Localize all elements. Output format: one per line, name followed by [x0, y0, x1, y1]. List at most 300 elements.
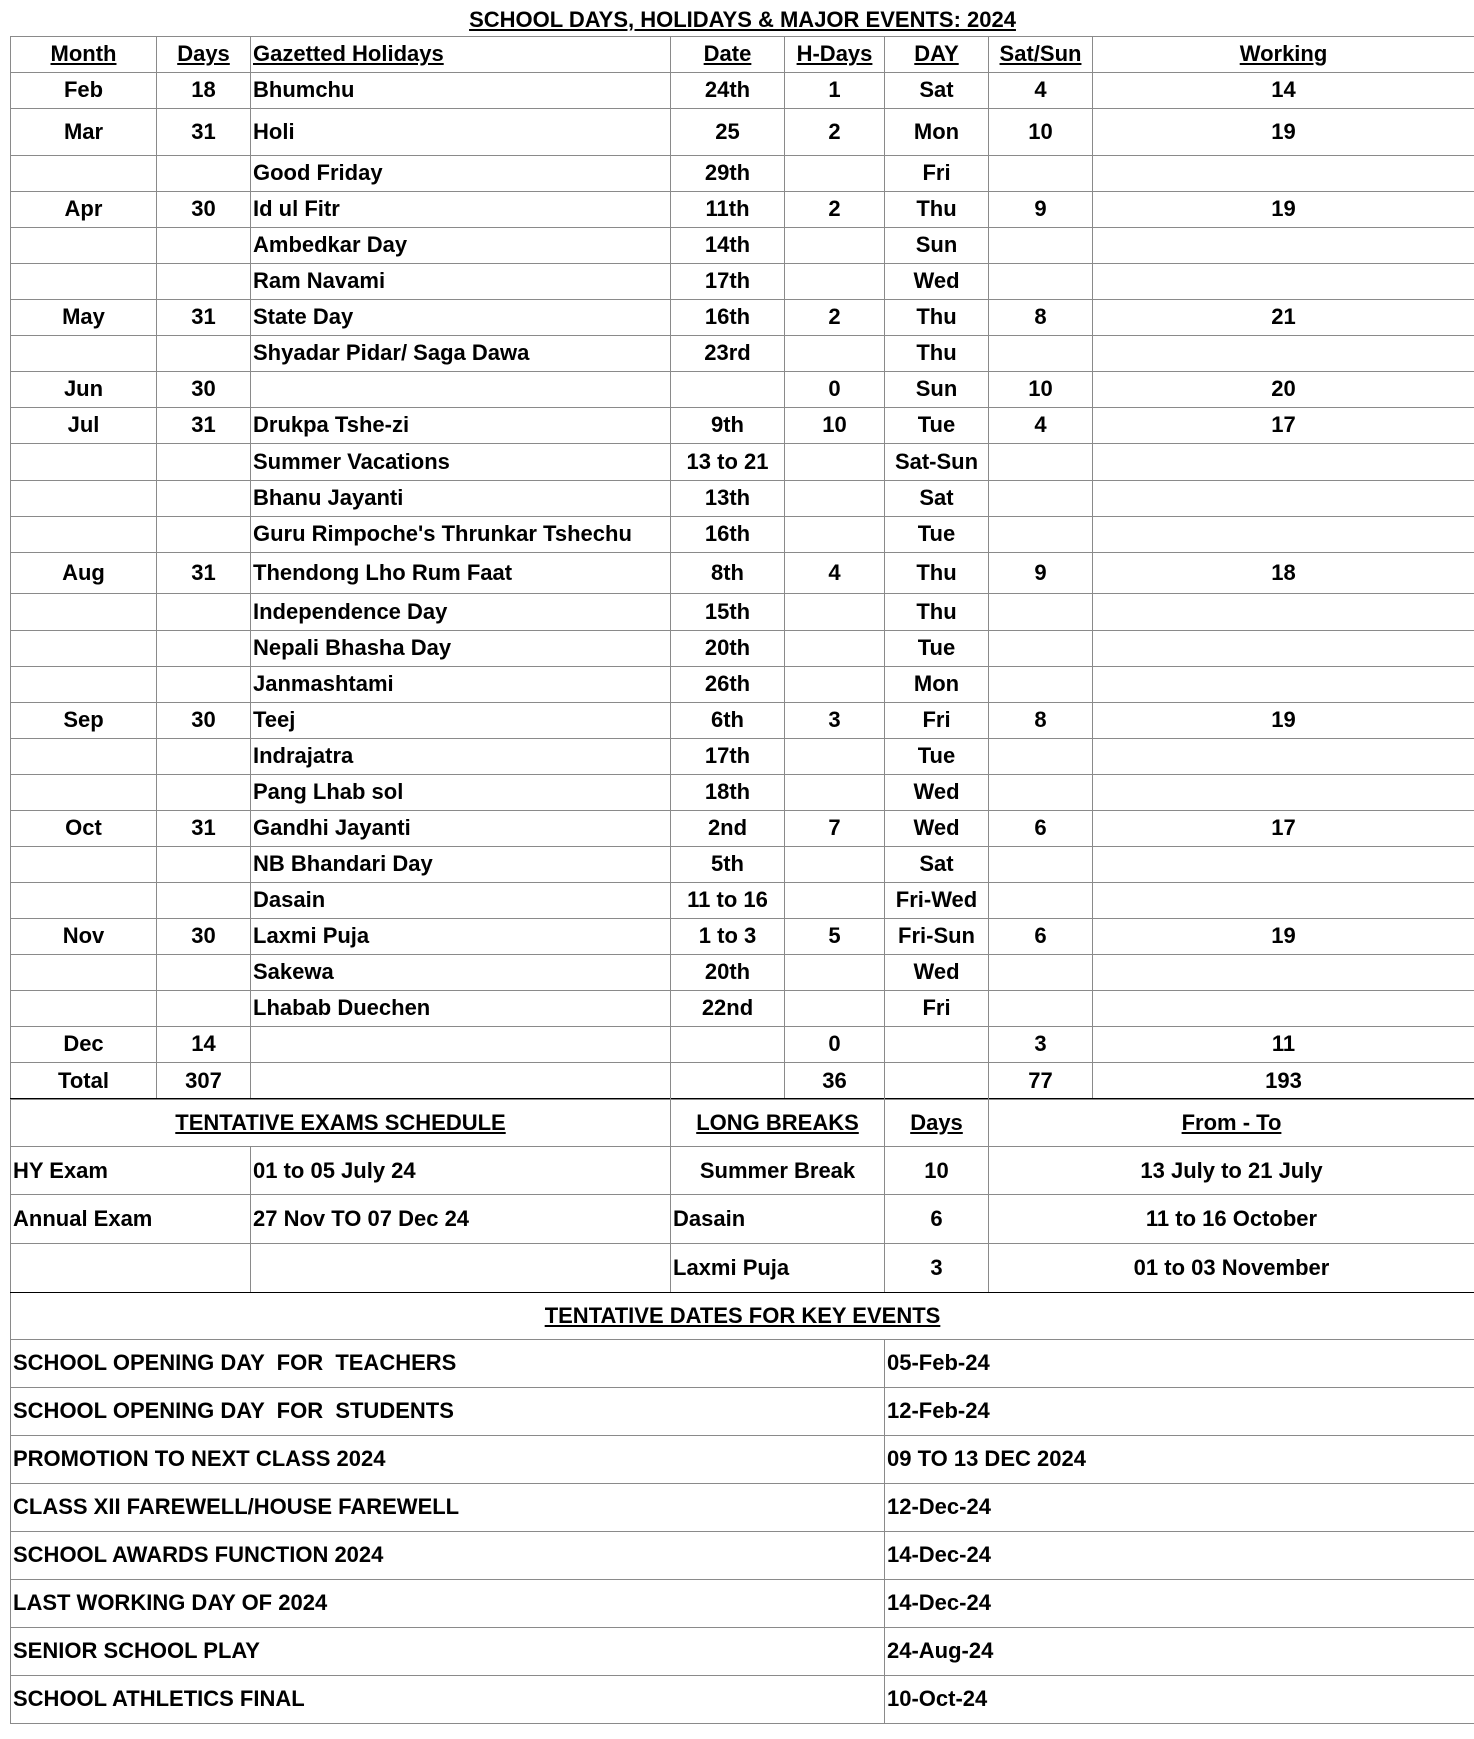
holiday-row [11, 263, 1474, 299]
cell-satsun: 10 [989, 108, 1093, 155]
cell-days [157, 263, 251, 299]
cell-working [1093, 480, 1474, 516]
cell-hdays [785, 990, 885, 1026]
event-date: 12-Feb-24 [885, 1387, 1474, 1435]
break-fromto: 13 July to 21 July [989, 1147, 1474, 1195]
cell-working: 19 [1093, 918, 1474, 954]
cell-hdays [785, 155, 885, 191]
cell-month [11, 155, 157, 191]
cell-working [1093, 335, 1474, 371]
cell-holiday: Sakewa [251, 954, 671, 990]
event-name: PROMOTION TO NEXT CLASS 2024 [11, 1435, 885, 1483]
cell-satsun: 77 [989, 1062, 1093, 1099]
cell-satsun [989, 774, 1093, 810]
cell-satsun [989, 227, 1093, 263]
cell-holiday: Good Friday [251, 155, 671, 191]
cell-day: Wed [885, 774, 989, 810]
cell-working [1093, 443, 1474, 480]
cell-days [157, 630, 251, 666]
cell-holiday: State Day [251, 299, 671, 335]
cell-day [885, 1062, 989, 1099]
cell-day: Sat-Sun [885, 443, 989, 480]
exams-header-row [11, 1099, 1474, 1147]
holiday-row [11, 335, 1474, 371]
cell-month [11, 630, 157, 666]
cell-date: 29th [671, 155, 785, 191]
cell-satsun [989, 882, 1093, 918]
header-date: Date [671, 36, 785, 72]
holiday-row [11, 954, 1474, 990]
cell-date: 17th [671, 738, 785, 774]
cell-holiday: Id ul Fitr [251, 191, 671, 227]
cell-working [1093, 516, 1474, 552]
cell-satsun: 6 [989, 918, 1093, 954]
page-title: SCHOOL DAYS, HOLIDAYS & MAJOR EVENTS: 2024 [11, 4, 1474, 36]
exams-row [11, 1147, 1474, 1195]
cell-days: 31 [157, 810, 251, 846]
cell-holiday: Pang Lhab sol [251, 774, 671, 810]
cell-month [11, 774, 157, 810]
event-name: SENIOR SCHOOL PLAY [11, 1627, 885, 1675]
exam-date: 27 Nov TO 07 Dec 24 [251, 1195, 671, 1244]
cell-satsun: 4 [989, 72, 1093, 108]
cell-satsun [989, 516, 1093, 552]
cell-working [1093, 954, 1474, 990]
holiday-row [11, 1062, 1474, 1099]
cell-date: 15th [671, 593, 785, 630]
event-name: CLASS XII FAREWELL/HOUSE FAREWELL [11, 1483, 885, 1531]
event-row [11, 1675, 1474, 1723]
cell-working [1093, 774, 1474, 810]
cell-hdays: 3 [785, 702, 885, 738]
cell-days [157, 335, 251, 371]
break-fromto: 01 to 03 November [989, 1244, 1474, 1293]
cell-month [11, 443, 157, 480]
break-days: 6 [885, 1195, 989, 1244]
cell-month [11, 227, 157, 263]
cell-date: 20th [671, 630, 785, 666]
cell-day: Mon [885, 108, 989, 155]
cell-month: Aug [11, 552, 157, 593]
cell-days [157, 990, 251, 1026]
cell-working [1093, 846, 1474, 882]
cell-days [157, 774, 251, 810]
cell-holiday: Ambedkar Day [251, 227, 671, 263]
holiday-row [11, 552, 1474, 593]
cell-date: 16th [671, 516, 785, 552]
cell-days: 31 [157, 552, 251, 593]
cell-month: Apr [11, 191, 157, 227]
cell-hdays [785, 630, 885, 666]
cell-holiday [251, 371, 671, 407]
cell-month [11, 593, 157, 630]
cell-days [157, 882, 251, 918]
cell-day: Wed [885, 810, 989, 846]
cell-date: 24th [671, 72, 785, 108]
cell-holiday: Independence Day [251, 593, 671, 630]
header-day: DAY [885, 36, 989, 72]
cell-month [11, 882, 157, 918]
cell-day: Fri-Wed [885, 882, 989, 918]
events-heading: TENTATIVE DATES FOR KEY EVENTS [11, 1292, 1474, 1339]
cell-days: 31 [157, 407, 251, 443]
cell-satsun: 10 [989, 371, 1093, 407]
cell-holiday: Janmashtami [251, 666, 671, 702]
event-row [11, 1435, 1474, 1483]
cell-date: 14th [671, 227, 785, 263]
exam-name [11, 1244, 251, 1293]
cell-month: Dec [11, 1026, 157, 1062]
header-satsun: Sat/Sun [989, 36, 1093, 72]
holidays-table [10, 4, 1474, 1100]
event-row [11, 1483, 1474, 1531]
exams-row [11, 1244, 1474, 1293]
cell-working [1093, 990, 1474, 1026]
cell-month: Feb [11, 72, 157, 108]
cell-month [11, 335, 157, 371]
cell-holiday: Gandhi Jayanti [251, 810, 671, 846]
holiday-row [11, 371, 1474, 407]
cell-working [1093, 882, 1474, 918]
cell-day: Tue [885, 630, 989, 666]
cell-days [157, 443, 251, 480]
cell-hdays [785, 516, 885, 552]
cell-satsun [989, 846, 1093, 882]
cell-working: 19 [1093, 702, 1474, 738]
cell-date: 23rd [671, 335, 785, 371]
holiday-row [11, 1026, 1474, 1062]
cell-hdays: 0 [785, 371, 885, 407]
cell-date: 16th [671, 299, 785, 335]
cell-month [11, 990, 157, 1026]
event-date: 10-Oct-24 [885, 1675, 1474, 1723]
cell-satsun: 8 [989, 702, 1093, 738]
header-holidays: Gazetted Holidays [251, 36, 671, 72]
break-fromto: 11 to 16 October [989, 1195, 1474, 1244]
exams-row [11, 1195, 1474, 1244]
cell-working [1093, 738, 1474, 774]
cell-holiday: Teej [251, 702, 671, 738]
cell-satsun: 4 [989, 407, 1093, 443]
cell-working: 11 [1093, 1026, 1474, 1062]
cell-working: 14 [1093, 72, 1474, 108]
cell-days [157, 155, 251, 191]
break-name: Laxmi Puja [671, 1244, 885, 1293]
event-row [11, 1627, 1474, 1675]
cell-day: Thu [885, 335, 989, 371]
holiday-row [11, 227, 1474, 263]
cell-day: Mon [885, 666, 989, 702]
cell-working [1093, 263, 1474, 299]
cell-satsun: 9 [989, 191, 1093, 227]
cell-hdays: 4 [785, 552, 885, 593]
cell-holiday [251, 1026, 671, 1062]
holiday-row [11, 702, 1474, 738]
holiday-row [11, 882, 1474, 918]
holiday-row [11, 630, 1474, 666]
cell-hdays [785, 263, 885, 299]
cell-satsun [989, 335, 1093, 371]
cell-holiday: Holi [251, 108, 671, 155]
cell-month: Mar [11, 108, 157, 155]
cell-holiday: Thendong Lho Rum Faat [251, 552, 671, 593]
cell-hdays [785, 954, 885, 990]
cell-working: 21 [1093, 299, 1474, 335]
cell-date: 22nd [671, 990, 785, 1026]
cell-day: Sun [885, 371, 989, 407]
cell-month: Oct [11, 810, 157, 846]
cell-working: 20 [1093, 371, 1474, 407]
cell-working [1093, 155, 1474, 191]
cell-days: 307 [157, 1062, 251, 1099]
cell-day: Sat [885, 846, 989, 882]
holiday-row [11, 443, 1474, 480]
cell-date: 9th [671, 407, 785, 443]
cell-satsun: 8 [989, 299, 1093, 335]
cell-date: 2nd [671, 810, 785, 846]
holiday-row [11, 108, 1474, 155]
break-days: 3 [885, 1244, 989, 1293]
cell-satsun: 9 [989, 552, 1093, 593]
cell-days: 30 [157, 191, 251, 227]
cell-days [157, 227, 251, 263]
cell-month: Jul [11, 407, 157, 443]
cell-holiday: Summer Vacations [251, 443, 671, 480]
cell-holiday: Ram Navami [251, 263, 671, 299]
cell-working [1093, 227, 1474, 263]
cell-day: Thu [885, 299, 989, 335]
cell-date: 26th [671, 666, 785, 702]
cell-days [157, 516, 251, 552]
cell-date [671, 1062, 785, 1099]
cell-hdays [785, 593, 885, 630]
cell-date: 8th [671, 552, 785, 593]
events-header-row [11, 1292, 1474, 1339]
cell-day [885, 1026, 989, 1062]
cell-holiday [251, 1062, 671, 1099]
cell-days: 14 [157, 1026, 251, 1062]
cell-satsun [989, 593, 1093, 630]
cell-day: Tue [885, 516, 989, 552]
cell-day: Wed [885, 954, 989, 990]
cell-satsun: 3 [989, 1026, 1093, 1062]
cell-satsun [989, 990, 1093, 1026]
event-name: SCHOOL AWARDS FUNCTION 2024 [11, 1531, 885, 1579]
cell-hdays: 2 [785, 191, 885, 227]
holiday-row [11, 990, 1474, 1026]
holiday-row [11, 191, 1474, 227]
holiday-row [11, 738, 1474, 774]
holiday-row [11, 918, 1474, 954]
cell-days [157, 954, 251, 990]
cell-working: 17 [1093, 407, 1474, 443]
cell-days: 31 [157, 108, 251, 155]
cell-date: 11 to 16 [671, 882, 785, 918]
cell-day: Wed [885, 263, 989, 299]
cell-date: 17th [671, 263, 785, 299]
cell-holiday: NB Bhandari Day [251, 846, 671, 882]
holiday-row [11, 774, 1474, 810]
holiday-row [11, 516, 1474, 552]
cell-working: 17 [1093, 810, 1474, 846]
cell-working: 19 [1093, 108, 1474, 155]
event-row [11, 1387, 1474, 1435]
cell-days [157, 846, 251, 882]
cell-hdays: 10 [785, 407, 885, 443]
cell-hdays: 2 [785, 299, 885, 335]
cell-day: Thu [885, 593, 989, 630]
cell-satsun [989, 480, 1093, 516]
exam-name: Annual Exam [11, 1195, 251, 1244]
cell-hdays: 0 [785, 1026, 885, 1062]
holiday-row [11, 593, 1474, 630]
cell-hdays [785, 846, 885, 882]
cell-month: Sep [11, 702, 157, 738]
cell-date [671, 371, 785, 407]
cell-date: 25 [671, 108, 785, 155]
break-days: 10 [885, 1147, 989, 1195]
cell-satsun [989, 738, 1093, 774]
cell-hdays [785, 443, 885, 480]
cell-hdays [785, 480, 885, 516]
holiday-row [11, 810, 1474, 846]
cell-hdays [785, 738, 885, 774]
cell-day: Tue [885, 738, 989, 774]
cell-satsun [989, 630, 1093, 666]
cell-day: Fri-Sun [885, 918, 989, 954]
cell-working [1093, 630, 1474, 666]
cell-date [671, 1026, 785, 1062]
cell-day: Fri [885, 155, 989, 191]
cell-working [1093, 666, 1474, 702]
events-table [10, 1292, 1474, 1724]
cell-day: Sun [885, 227, 989, 263]
event-date: 14-Dec-24 [885, 1579, 1474, 1627]
header-row [11, 36, 1474, 72]
cell-date: 20th [671, 954, 785, 990]
cell-month [11, 846, 157, 882]
cell-month: May [11, 299, 157, 335]
cell-month: Jun [11, 371, 157, 407]
event-name: SCHOOL ATHLETICS FINAL [11, 1675, 885, 1723]
cell-days [157, 738, 251, 774]
cell-month [11, 516, 157, 552]
event-name: LAST WORKING DAY OF 2024 [11, 1579, 885, 1627]
cell-day: Sat [885, 480, 989, 516]
header-month: Month [11, 36, 157, 72]
event-name: SCHOOL OPENING DAY FOR STUDENTS [11, 1387, 885, 1435]
header-working: Working [1093, 36, 1474, 72]
cell-day: Thu [885, 191, 989, 227]
title-row [11, 4, 1474, 36]
cell-date: 1 to 3 [671, 918, 785, 954]
breaks-heading: LONG BREAKS [671, 1099, 885, 1147]
event-date: 05-Feb-24 [885, 1339, 1474, 1387]
cell-satsun: 6 [989, 810, 1093, 846]
event-row [11, 1579, 1474, 1627]
cell-working [1093, 593, 1474, 630]
break-name: Dasain [671, 1195, 885, 1244]
event-row [11, 1339, 1474, 1387]
holiday-row [11, 666, 1474, 702]
cell-month [11, 480, 157, 516]
holiday-row [11, 407, 1474, 443]
cell-working: 19 [1093, 191, 1474, 227]
holiday-row [11, 846, 1474, 882]
cell-day: Tue [885, 407, 989, 443]
cell-date: 6th [671, 702, 785, 738]
cell-working: 18 [1093, 552, 1474, 593]
exams-heading: TENTATIVE EXAMS SCHEDULE [11, 1099, 671, 1147]
cell-days: 30 [157, 371, 251, 407]
cell-days [157, 480, 251, 516]
cell-hdays [785, 335, 885, 371]
exams-table [10, 1098, 1474, 1293]
cell-hdays: 2 [785, 108, 885, 155]
cell-satsun [989, 263, 1093, 299]
breaks-days-heading: Days [885, 1099, 989, 1147]
cell-holiday: Nepali Bhasha Day [251, 630, 671, 666]
cell-date: 13 to 21 [671, 443, 785, 480]
event-row [11, 1531, 1474, 1579]
cell-days: 31 [157, 299, 251, 335]
cell-day: Fri [885, 990, 989, 1026]
cell-hdays [785, 666, 885, 702]
event-date: 14-Dec-24 [885, 1531, 1474, 1579]
break-name: Summer Break [671, 1147, 885, 1195]
holiday-row [11, 72, 1474, 108]
cell-day: Thu [885, 552, 989, 593]
event-name: SCHOOL OPENING DAY FOR TEACHERS [11, 1339, 885, 1387]
cell-month: Total [11, 1062, 157, 1099]
header-days: Days [157, 36, 251, 72]
cell-holiday: Laxmi Puja [251, 918, 671, 954]
event-date: 09 TO 13 DEC 2024 [885, 1435, 1474, 1483]
cell-satsun [989, 155, 1093, 191]
cell-holiday: Dasain [251, 882, 671, 918]
cell-date: 11th [671, 191, 785, 227]
cell-hdays: 1 [785, 72, 885, 108]
cell-working: 193 [1093, 1062, 1474, 1099]
cell-days: 30 [157, 918, 251, 954]
event-date: 12-Dec-24 [885, 1483, 1474, 1531]
cell-month: Nov [11, 918, 157, 954]
cell-day: Fri [885, 702, 989, 738]
exam-date: 01 to 05 July 24 [251, 1147, 671, 1195]
cell-day: Sat [885, 72, 989, 108]
cell-hdays: 36 [785, 1062, 885, 1099]
cell-date: 18th [671, 774, 785, 810]
cell-hdays [785, 774, 885, 810]
cell-hdays: 5 [785, 918, 885, 954]
exam-date [251, 1244, 671, 1293]
cell-holiday: Lhabab Duechen [251, 990, 671, 1026]
cell-satsun [989, 954, 1093, 990]
cell-date: 13th [671, 480, 785, 516]
cell-days [157, 593, 251, 630]
cell-days: 18 [157, 72, 251, 108]
cell-date: 5th [671, 846, 785, 882]
cell-holiday: Bhumchu [251, 72, 671, 108]
cell-hdays [785, 882, 885, 918]
cell-satsun [989, 443, 1093, 480]
breaks-fromto-heading: From - To [989, 1099, 1474, 1147]
cell-holiday: Shyadar Pidar/ Saga Dawa [251, 335, 671, 371]
cell-holiday: Indrajatra [251, 738, 671, 774]
cell-holiday: Guru Rimpoche's Thrunkar Tshechu [251, 516, 671, 552]
calendar-sheet [10, 4, 1474, 1724]
cell-month [11, 666, 157, 702]
